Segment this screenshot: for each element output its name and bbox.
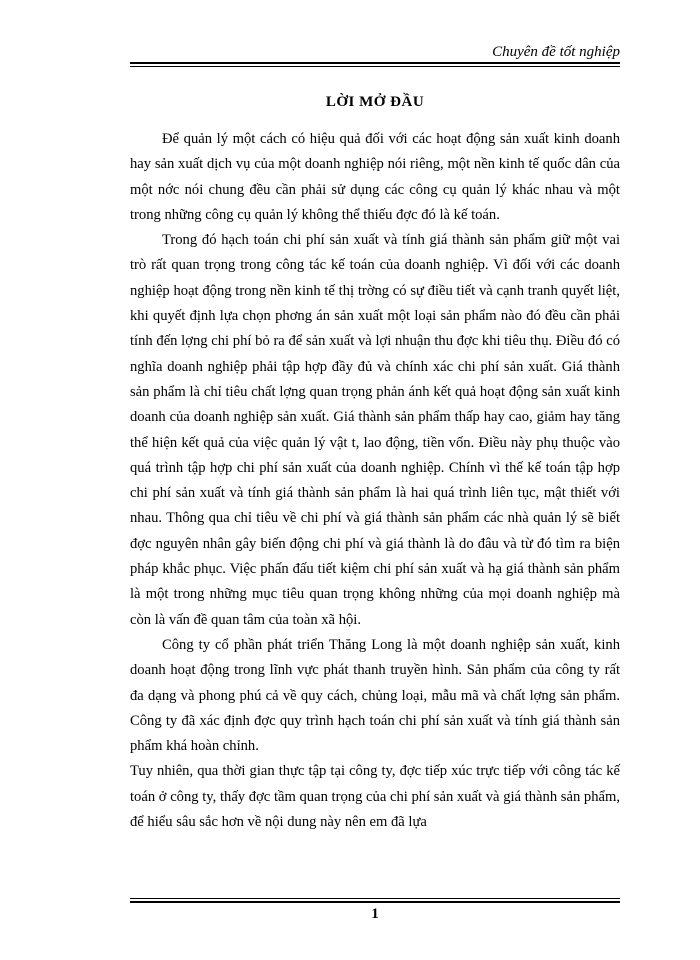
footer-rule	[130, 901, 620, 903]
paragraph-2: Trong đó hạch toán chi phí sản xuất và tính giá thành sản phẩm giữ một vai trò rất quan trọng trong công tác kế toán của doanh nghiệp. Vì đối với các doanh nghiệp hoạt động trong nền kinh tế thị trờng có sự điều tiết và cạnh tranh quyết liệt, khi quyết định lựa chọn phơng án sản xuất một loại sản phẩm nào đó đều cần phải tính đến lợng chi phí bỏ ra để sản xuất và lợi nhuận thu đợc khi tiêu thụ. Điều đó có nghĩa doanh nghiệp phải tập hợp đầy đủ và chính xác chi phí sản xuất. Giá thành sản phẩm là chỉ tiêu chất lợng quan trọng phản ánh kết quả hoạt động sản xuất kinh doanh của doanh nghiệp sản xuất. Giá thành sản phẩm thấp hay cao, giảm hay tăng thể hiện kết quả của việc quản lý vật t, lao động, tiền vốn. Điều này phụ thuộc vào quá trình tập hợp chi phí sản xuất của doanh nghiệp. Chính vì thế kế toán tập hợp chi phí sản xuất và tính giá thành sản phẩm là hai quá trình liên tục, mật thiết với nhau. Thông qua chỉ tiêu về chi phí và giá thành sản phẩm các nhà quản lý sẽ biết đợc nguyên nhân gây biến động chi phí và giá thành là do đâu và từ đó tìm ra biện pháp khắc phục. Việc phấn đấu tiết kiệm chi phí sản xuất và hạ giá thành sản phẩm là một trong những mục tiêu quan trọng không những của mọi doanh nghiệp mà còn là vấn đề quan tâm của toàn xã hội.	[130, 232, 620, 628]
header-rule	[130, 62, 620, 64]
running-header: Chuyên đề tốt nghiệp	[492, 44, 620, 60]
header-rule-secondary	[130, 66, 620, 67]
document-body	[130, 127, 620, 835]
paragraph-4: Tuy nhiên, qua thời gian thực tập tại công ty, đợc tiếp xúc trực tiếp với công tác kế toán ở công ty, thấy đợc tầm quan trọng của chi phí sản xuất và giá thành sản phẩm, để hiểu sâu sắc hơn về nội dung này nên em đã lựa	[130, 763, 620, 831]
paragraph-3: Công ty cổ phần phát triển Thăng Long là một doanh nghiệp sản xuất, kinh doanh hoạt động trong lĩnh vực phát thanh truyền hình. Sản phẩm của công ty rất đa dạng và phong phú cả về quy cách, chủng loại, mẫu mã và chất lợng sản phẩm. Công ty đã xác định đợc quy trình hạch toán chi phí sản xuất và tính giá thành sản phẩm khá hoàn chỉnh.	[130, 636, 620, 755]
document-heading: LỜI MỞ ĐẦU	[325, 94, 425, 110]
page-number: 1	[371, 906, 379, 922]
footer-rule-secondary	[130, 898, 620, 899]
paragraph-1: Để quản lý một cách có hiệu quả đối với các hoạt động sản xuất kinh doanh hay sản xuất dịch vụ của một doanh nghiệp nói riêng, một nền kinh tế quốc dân của một nớc nói chung đều cần phải sử dụng các công cụ quản lý khác nhau và một trong những công cụ quản lý không thể thiếu đợc đó là kế toán.	[130, 131, 620, 223]
